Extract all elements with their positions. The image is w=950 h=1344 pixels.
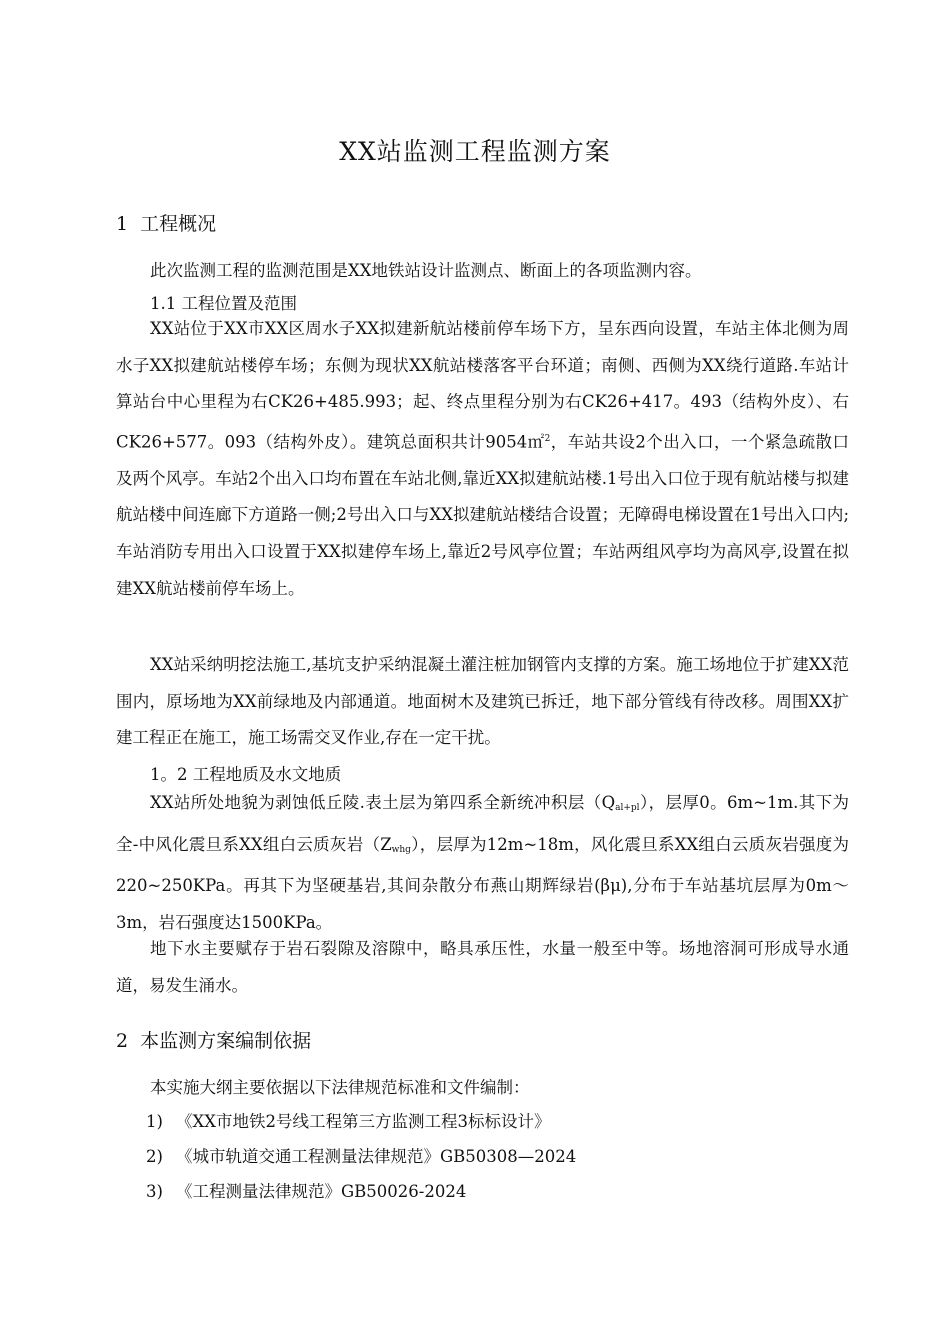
section-number: 2 xyxy=(116,1030,129,1052)
superscript: 2 xyxy=(544,433,551,444)
paragraph-geology xyxy=(116,785,849,941)
list-text: 《工程测量法律规范》GB50026-2024 xyxy=(176,1182,467,1201)
paragraph-text: XX站位于XX市XX区周水子XX拟建新航站楼前停车场下方，呈东西向设置，车站主体北侧为周水子XX拟建航站楼停车场；东侧为现状XX航站楼落客平台环道；南侧、西侧为XX绕行道路.车站计算站台中心里程为右CK26+485.993；起、终点里程分别为右CK26+417。493（结构外皮）、右CK26+577。093（结构外皮）。建筑总面积共计9054㎡ xyxy=(116,319,849,452)
paragraph-text: ），层厚0。6m~1m.其下为全-中风化震旦系XX组白云质灰岩（Z xyxy=(116,793,850,854)
document-title: XX站监测工程监测方案 xyxy=(339,137,611,166)
section-title: 工程概况 xyxy=(140,213,217,235)
subscript: whg xyxy=(391,844,411,855)
list-text: 《城市轨道交通工程测量法律规范》GB50308—2024 xyxy=(176,1147,577,1166)
subsection-1-2-heading: 1。2 工程地质及水文地质 xyxy=(150,765,342,784)
paragraph-location xyxy=(116,311,849,607)
paragraph-text: ，车站共设2个出入口，一个紧急疏散口及两个风亭。车站2个出入口均布置在车站北侧,靠近XX拟建航站楼.1号出入口位于现有航站楼与拟建航站楼中间连廊下方道路一侧;2号出入口与XX拟建航站楼结合设置；无障碍电梯设置在1号出入口内;车站消防专用出入口设置于XX拟建停车场上,靠近2号风亭位置；车站两组风亭均为高风亭,设置在拟建XX航站楼前停车场上。 xyxy=(116,432,849,598)
section-2-heading xyxy=(116,1026,311,1053)
list-number: 1) xyxy=(146,1112,163,1131)
paragraph-text: XX站所处地貌为剥蚀低丘陵.表土层为第四系全新统冲积层（Q xyxy=(150,793,616,812)
paragraph-text: ），层厚为12m~18m，风化震旦系XX组白云质灰岩强度为220~250KPa。再其下为坚硬基岩,其间杂散分布燕山期辉绿岩(βμ),分布于车站基坑层厚为0m～3m，岩石强度达1500KPa。 xyxy=(116,834,849,932)
section-number: 1 xyxy=(116,213,129,235)
section-1-intro: 此次监测工程的监测范围是XX地铁站设计监测点、断面上的各项监测内容。 xyxy=(150,261,702,280)
paragraph-construction: XX站采纳明挖法施工,基坑支护采纳混凝土灌注桩加钢管内支撑的方案。施工场地位于扩建XX范围内，原场地为XX前绿地及内部通道。地面树木及建筑已拆迁，地下部分管线有待改移。周围XX扩建工程正在施工，施工场需交叉作业,存在一定干扰。 xyxy=(116,655,849,748)
section-2-intro: 本实施大纲主要依据以下法律规范标准和文件编制： xyxy=(150,1078,530,1097)
section-title: 本监测方案编制依据 xyxy=(140,1030,312,1052)
list-item xyxy=(146,1143,576,1167)
section-1-heading xyxy=(116,209,216,236)
list-number: 3) xyxy=(146,1182,163,1201)
list-item xyxy=(146,1178,466,1202)
list-item xyxy=(146,1108,551,1132)
subsection-1-1-heading: 1.1 工程位置及范围 xyxy=(150,294,297,313)
paragraph-hydrology: 地下水主要赋存于岩石裂隙及溶隙中，略具承压性，水量一般至中等。场地溶洞可形成导水通道，易发生涌水。 xyxy=(116,939,849,995)
subscript: al+pl xyxy=(615,803,640,813)
list-text: 《XX市地铁2号线工程第三方监测工程3标标设计》 xyxy=(176,1112,551,1131)
list-number: 2) xyxy=(146,1147,163,1166)
